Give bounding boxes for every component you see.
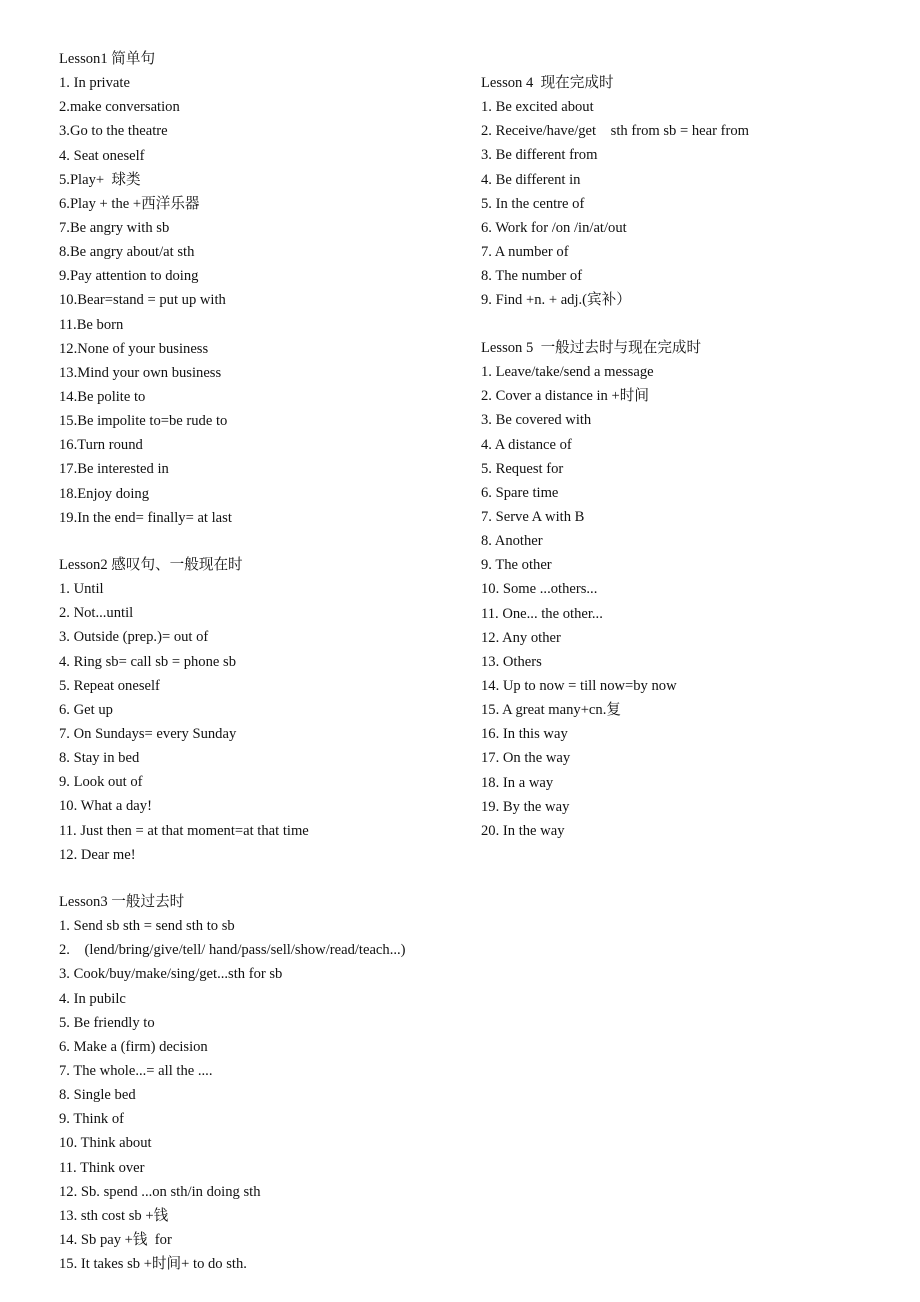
list-item: 3. Cook/buy/make/sing/get...sth for sb	[59, 966, 283, 983]
list-item: 9. Look out of	[59, 774, 143, 791]
list-item: 6. Make a (firm) decision	[59, 1038, 208, 1055]
list-item: 16. In this way	[481, 726, 568, 743]
list-item: 9.Pay attention to doing	[59, 268, 199, 285]
list-item: 14. Sb pay +钱 for	[59, 1231, 172, 1248]
lesson3-section	[59, 890, 469, 1276]
list-item: 1. Send sb sth = send sth to sb	[59, 918, 235, 935]
list-item: 16.Turn round	[59, 437, 143, 454]
list-item: 8. Another	[481, 533, 543, 550]
list-item: 7. A number of	[481, 243, 569, 260]
list-item: 9. The other	[481, 557, 552, 574]
lesson4-section	[481, 71, 901, 312]
list-item: 8.Be angry about/at sth	[59, 244, 195, 261]
list-item: 1. In private	[59, 75, 130, 92]
list-item: 17. On the way	[481, 750, 571, 767]
list-item: 18. In a way	[481, 774, 554, 791]
list-item: 10.Bear=stand = put up with	[59, 292, 226, 309]
list-item: 1. Be excited about	[481, 99, 594, 116]
list-item: 4. Seat oneself	[59, 147, 145, 164]
list-item: 4. Ring sb= call sb = phone sb	[59, 653, 236, 670]
list-item: 2.make conversation	[59, 99, 180, 116]
lesson5-section	[481, 336, 901, 843]
list-item: 15. It takes sb +时间+ to do sth.	[59, 1256, 247, 1273]
list-item: 11. Think over	[59, 1159, 145, 1176]
list-item: 2. Not...until	[59, 605, 134, 622]
list-item: 12. Sb. spend ...on sth/in doing sth	[59, 1183, 261, 1200]
list-item: 7. The whole...= all the ....	[59, 1062, 213, 1079]
list-item: 5. Request for	[481, 460, 564, 477]
list-item: 5. Be friendly to	[59, 1014, 155, 1031]
list-item: 11. Just then = at that moment=at that time	[59, 822, 309, 839]
list-item: 5. In the centre of	[481, 195, 585, 212]
list-item: 6.Play + the +西洋乐器	[59, 195, 200, 212]
list-item: 13. Others	[481, 653, 542, 670]
list-item: 9. Find +n. + adj.(宾补）	[481, 292, 631, 309]
list-item: 7.Be angry with sb	[59, 219, 170, 236]
lesson3-title: Lesson3 一般过去时	[59, 894, 185, 910]
list-item: 14. Up to now = till now=by now	[481, 677, 677, 694]
list-item: 3. Outside (prep.)= out of	[59, 629, 209, 646]
list-item: 4. Be different in	[481, 171, 581, 188]
list-item: 4. A distance of	[481, 436, 572, 453]
list-item: 2. (lend/bring/give/tell/ hand/pass/sell/show/read/teach...)	[59, 942, 406, 959]
list-item: 12. Any other	[481, 629, 561, 646]
list-item: 12. Dear me!	[59, 846, 136, 863]
list-item: 19. By the way	[481, 798, 570, 815]
list-item: 3.Go to the theatre	[59, 123, 168, 140]
list-item: 7. Serve A with B	[481, 508, 585, 525]
list-item: 14.Be polite to	[59, 388, 146, 405]
lesson1-section	[59, 47, 469, 530]
list-item: 4. In pubilc	[59, 990, 126, 1007]
list-item: 3. Be different from	[481, 147, 598, 164]
list-item: 20. In the way	[481, 822, 565, 839]
lesson1-title: Lesson1 简单句	[59, 51, 156, 67]
lesson2-title: Lesson2 感叹句、一般现在时	[59, 557, 243, 573]
lesson2-section	[59, 553, 469, 867]
list-item: 5.Play+ 球类	[59, 171, 141, 188]
list-item: 11. One... the other...	[481, 605, 603, 622]
list-item: 6. Get up	[59, 701, 113, 718]
list-item: 8. Single bed	[59, 1087, 136, 1104]
list-item: 2. Receive/have/get sth from sb = hear from	[481, 123, 749, 140]
list-item: 6. Work for /on /in/at/out	[481, 219, 627, 236]
list-item: 13. sth cost sb +钱	[59, 1207, 169, 1224]
list-item: 9. Think of	[59, 1111, 124, 1128]
list-item: 8. The number of	[481, 268, 583, 285]
list-item: 13.Mind your own business	[59, 364, 222, 381]
list-item: 2. Cover a distance in +时间	[481, 388, 649, 405]
list-item: 1. Leave/take/send a message	[481, 364, 654, 381]
lesson4-title: Lesson 4 现在完成时	[481, 75, 614, 91]
list-item: 10. What a day!	[59, 798, 152, 815]
list-item: 11.Be born	[59, 316, 124, 333]
list-item: 1. Until	[59, 581, 104, 598]
list-item: 12.None of your business	[59, 340, 209, 357]
list-item: 10. Some ...others...	[481, 581, 598, 598]
list-item: 3. Be covered with	[481, 412, 592, 429]
list-item: 15. A great many+cn.复	[481, 702, 621, 719]
list-item: 15.Be impolite to=be rude to	[59, 413, 228, 430]
list-item: 18.Enjoy doing	[59, 485, 149, 502]
list-item: 19.In the end= finally= at last	[59, 509, 232, 526]
list-item: 6. Spare time	[481, 484, 559, 501]
list-item: 10. Think about	[59, 1135, 152, 1152]
list-item: 7. On Sundays= every Sunday	[59, 725, 237, 742]
list-item: 17.Be interested in	[59, 461, 169, 478]
lesson5-title: Lesson 5 一般过去时与现在完成时	[481, 340, 702, 356]
list-item: 5. Repeat oneself	[59, 677, 160, 694]
list-item: 8. Stay in bed	[59, 750, 140, 767]
